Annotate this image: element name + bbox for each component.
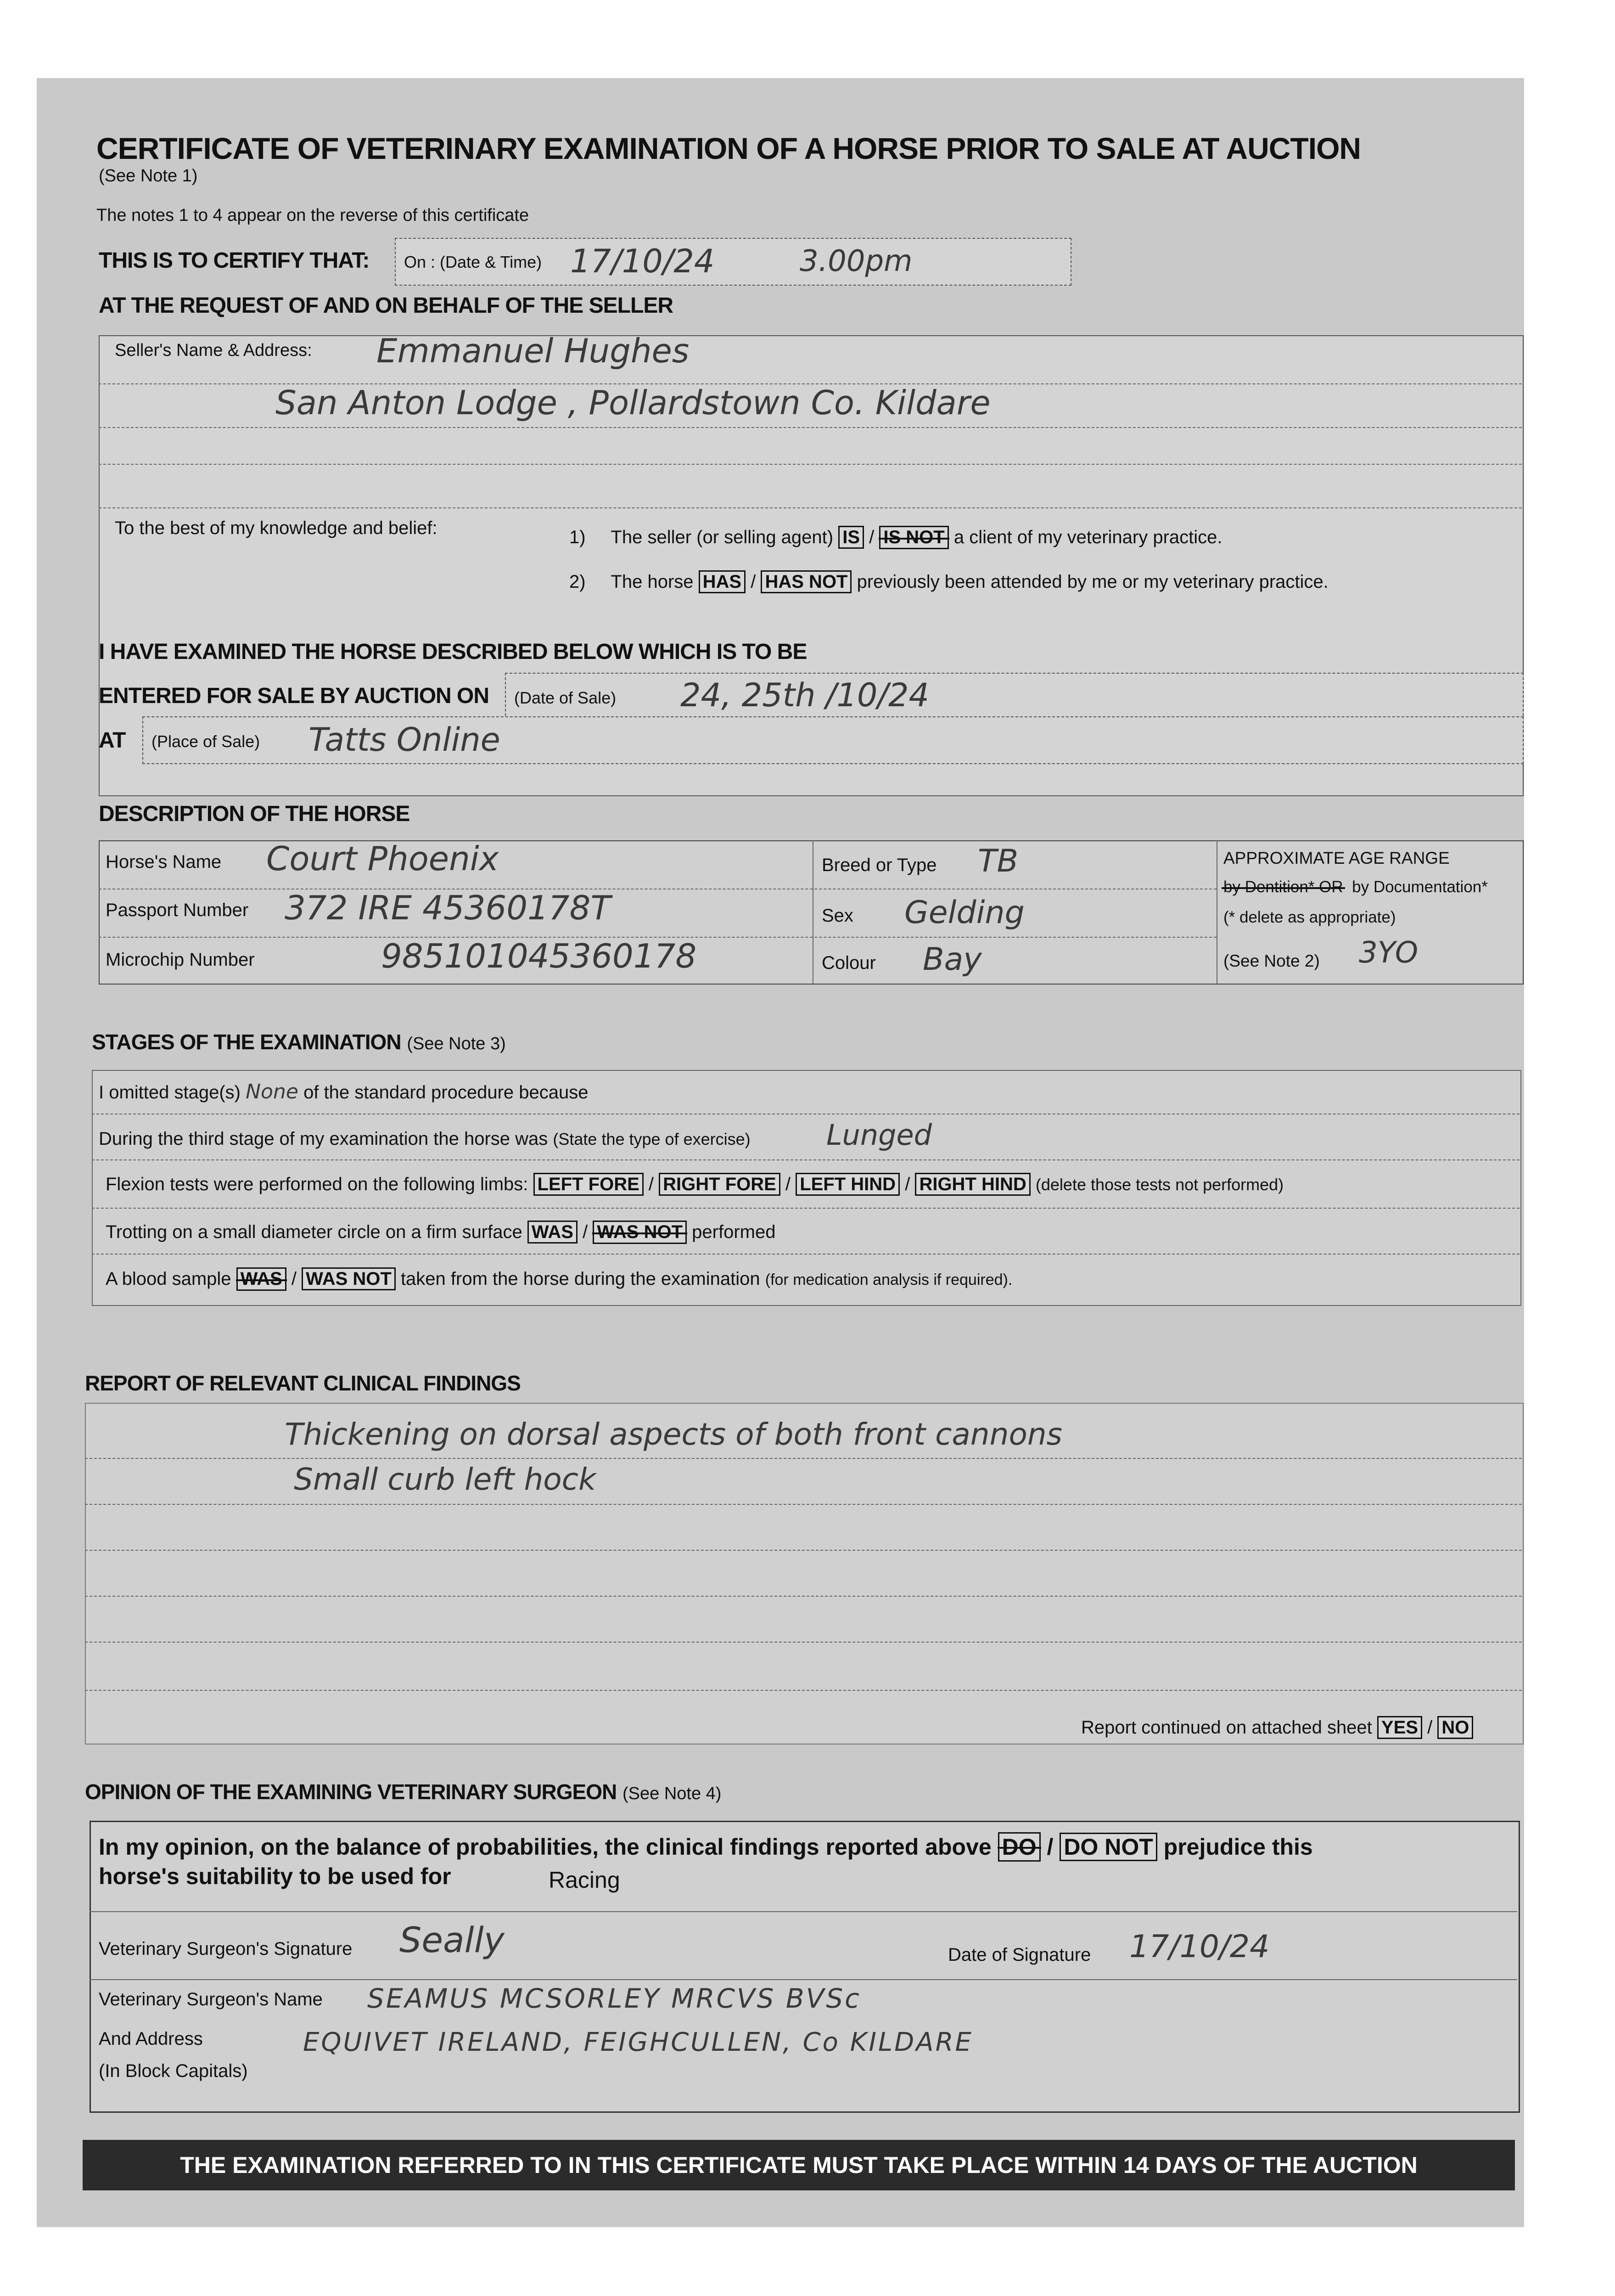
continued-yes-option[interactable]: YES bbox=[1377, 1716, 1422, 1739]
performed-text: performed bbox=[692, 1222, 776, 1242]
certificate-title: CERTIFICATE OF VETERINARY EXAMINATION OF A HORSE PRIOR TO SALE AT AUCTION bbox=[96, 131, 1361, 165]
third-stage-value[interactable]: Lunged bbox=[826, 1118, 932, 1152]
vet-name-value[interactable]: SEAMUS MCSORLEY MRCVS BVSc bbox=[367, 1983, 862, 2014]
stages-see-note: (See Note 3) bbox=[407, 1034, 506, 1053]
omitted-post: of the standard procedure because bbox=[303, 1082, 589, 1103]
colour-value[interactable]: Bay bbox=[923, 941, 982, 978]
item-1-text: The seller (or selling agent) bbox=[611, 527, 834, 547]
item-2-text: The horse bbox=[611, 572, 694, 592]
blood-row bbox=[106, 1267, 1012, 1291]
report-line-3 bbox=[85, 1550, 1522, 1551]
slash: / bbox=[905, 1174, 910, 1194]
attended-statement bbox=[569, 572, 1329, 592]
stages-heading-row bbox=[92, 1030, 506, 1054]
has-option[interactable]: HAS bbox=[699, 570, 746, 593]
stages-line-2 bbox=[92, 1159, 1520, 1160]
omitted-value[interactable]: None bbox=[246, 1080, 298, 1103]
omitted-row bbox=[99, 1080, 589, 1103]
blood-was-not-option[interactable]: WAS NOT bbox=[302, 1267, 396, 1290]
seller-line-3 bbox=[99, 464, 1522, 465]
opinion-text-2: prejudice this bbox=[1163, 1834, 1313, 1860]
place-of-sale-label: (Place of Sale) bbox=[151, 732, 260, 751]
report-continued-row bbox=[1081, 1717, 1473, 1738]
opinion-text-1: In my opinion, on the balance of probabilities, the clinical findings reported above bbox=[99, 1834, 992, 1860]
breed-value[interactable]: TB bbox=[978, 843, 1019, 879]
date-of-sale-field[interactable] bbox=[505, 673, 1524, 720]
report-line-2 bbox=[85, 1504, 1522, 1505]
flexion-label: Flexion tests were performed on the following limbs: bbox=[106, 1174, 528, 1194]
see-note-1: (See Note 1) bbox=[99, 166, 198, 186]
microchip-value[interactable]: 985101045360178 bbox=[381, 937, 697, 975]
blood-hint: (for medication analysis if required). bbox=[765, 1271, 1013, 1289]
do-option[interactable]: DO bbox=[998, 1832, 1041, 1862]
age-see-note: (See Note 2) bbox=[1223, 951, 1320, 970]
seller-name-address-label: Seller's Name & Address: bbox=[115, 341, 312, 360]
item-2-post: previously been attended by me or my veterinary practice. bbox=[857, 572, 1329, 592]
slash: / bbox=[1047, 1834, 1054, 1860]
suitability-use-value[interactable]: Racing bbox=[549, 1867, 620, 1893]
by-documentation-option[interactable]: by Documentation* bbox=[1352, 878, 1488, 896]
opinion-text-3: horse's suitability to be used for bbox=[99, 1863, 451, 1889]
request-heading: AT THE REQUEST OF AND ON BEHALF OF THE SELLER bbox=[99, 293, 673, 318]
vet-name-label: Veterinary Surgeon's Name bbox=[99, 1989, 323, 2009]
slash: / bbox=[869, 527, 875, 547]
is-option[interactable]: IS bbox=[838, 526, 864, 549]
trotting-label: Trotting on a small diameter circle on a firm surface bbox=[106, 1222, 522, 1242]
trotting-was-not-option[interactable]: WAS NOT bbox=[593, 1221, 687, 1244]
right-fore-option[interactable]: RIGHT FORE bbox=[659, 1173, 780, 1196]
place-of-sale-value: Tatts Online bbox=[308, 721, 500, 759]
date-of-signature-label: Date of Signature bbox=[948, 1945, 1091, 1965]
continued-no-option[interactable]: NO bbox=[1437, 1716, 1473, 1739]
client-statement bbox=[569, 526, 1222, 549]
age-by-line bbox=[1223, 878, 1488, 896]
blood-label: A blood sample bbox=[106, 1269, 231, 1289]
by-dentition-option[interactable]: by Dentition* OR bbox=[1223, 878, 1343, 896]
stages-line-4 bbox=[92, 1254, 1520, 1255]
report-finding-1[interactable]: Thickening on dorsal aspects of both front cannons bbox=[285, 1417, 1063, 1452]
item-1-number: 1) bbox=[569, 527, 586, 547]
opinion-heading-row bbox=[85, 1779, 721, 1804]
seller-name-value[interactable]: Emmanuel Hughes bbox=[376, 332, 690, 370]
examined-heading: I HAVE EXAMINED THE HORSE DESCRIBED BELOW WHICH IS TO BE bbox=[99, 640, 807, 664]
slash: / bbox=[1427, 1717, 1433, 1738]
sex-label: Sex bbox=[822, 906, 853, 926]
place-of-sale-field[interactable] bbox=[142, 716, 1524, 764]
item-2-number: 2) bbox=[569, 572, 586, 592]
opinion-line-2 bbox=[90, 1979, 1517, 1980]
notes-line: The notes 1 to 4 appear on the reverse of this certificate bbox=[96, 206, 529, 225]
stages-line-3 bbox=[92, 1208, 1520, 1209]
passport-label: Passport Number bbox=[106, 900, 249, 920]
block-capitals-label: (In Block Capitals) bbox=[99, 2061, 248, 2081]
exam-date-value: 17/10/24 bbox=[570, 242, 715, 280]
date-time-field[interactable] bbox=[395, 238, 1071, 286]
exam-time-value: 3.00pm bbox=[800, 244, 913, 278]
colour-label: Colour bbox=[822, 953, 876, 973]
slash: / bbox=[291, 1269, 297, 1289]
trotting-row bbox=[106, 1221, 775, 1244]
report-heading: REPORT OF RELEVANT CLINICAL FINDINGS bbox=[85, 1371, 521, 1395]
do-not-option[interactable]: DO NOT bbox=[1060, 1833, 1157, 1861]
report-finding-2[interactable]: Small curb left hock bbox=[294, 1462, 596, 1497]
date-of-sale-label: (Date of Sale) bbox=[514, 688, 617, 707]
left-hind-option[interactable]: LEFT HIND bbox=[796, 1173, 900, 1196]
on-date-time-label: On : (Date & Time) bbox=[404, 253, 542, 271]
trotting-was-option[interactable]: WAS bbox=[527, 1221, 578, 1244]
left-fore-option[interactable]: LEFT FORE bbox=[533, 1173, 644, 1196]
footer-banner: THE EXAMINATION REFERRED TO IN THIS CERTIFICATE MUST TAKE PLACE WITHIN 14 DAYS OF THE AUCTION bbox=[83, 2140, 1515, 2190]
omitted-label: I omitted stage(s) bbox=[99, 1082, 241, 1103]
has-not-option[interactable]: HAS NOT bbox=[761, 570, 852, 593]
seller-line-4 bbox=[99, 507, 1522, 508]
knowledge-label: To the best of my knowledge and belief: bbox=[115, 518, 437, 538]
seller-line-2 bbox=[99, 427, 1522, 428]
age-value[interactable]: 3YO bbox=[1359, 936, 1419, 970]
slash: / bbox=[648, 1174, 654, 1194]
passport-value[interactable]: 372 IRE 45360178T bbox=[285, 889, 611, 927]
right-hind-option[interactable]: RIGHT HIND bbox=[915, 1173, 1030, 1196]
date-of-sale-value: 24, 25th /10/24 bbox=[680, 676, 930, 714]
at-label: AT bbox=[99, 728, 126, 753]
breed-label: Breed or Type bbox=[822, 855, 937, 875]
horse-name-value[interactable]: Court Phoenix bbox=[266, 839, 499, 878]
report-line-5 bbox=[85, 1642, 1522, 1643]
third-stage-hint: (State the type of exercise) bbox=[553, 1130, 751, 1148]
flexion-note: (delete those tests not performed) bbox=[1035, 1175, 1284, 1194]
microchip-label: Microchip Number bbox=[106, 950, 255, 970]
age-range-heading: APPROXIMATE AGE RANGE bbox=[1223, 849, 1450, 867]
vet-address-label: And Address bbox=[99, 2029, 203, 2049]
is-not-option[interactable]: IS NOT bbox=[879, 526, 948, 549]
report-line-4 bbox=[85, 1596, 1522, 1597]
third-stage-row bbox=[99, 1129, 751, 1149]
slash: / bbox=[751, 572, 756, 592]
slash: / bbox=[583, 1222, 588, 1242]
signature-value[interactable]: Seally bbox=[399, 1919, 505, 1960]
report-section bbox=[85, 1403, 1524, 1745]
sex-value[interactable]: Gelding bbox=[904, 895, 1025, 931]
date-of-signature-value[interactable]: 17/10/24 bbox=[1129, 1929, 1270, 1965]
sale-heading: ENTERED FOR SALE BY AUCTION ON bbox=[99, 684, 489, 708]
report-continued-label: Report continued on attached sheet bbox=[1081, 1717, 1372, 1738]
seller-address-value[interactable]: San Anton Lodge , Pollardstown Co. Kildare bbox=[275, 383, 991, 422]
report-line-1 bbox=[85, 1458, 1522, 1459]
age-delete-note: (* delete as appropriate) bbox=[1223, 908, 1396, 926]
signature-label: Veterinary Surgeon's Signature bbox=[99, 1939, 353, 1959]
opinion-statement bbox=[99, 1832, 1313, 1862]
flexion-row bbox=[106, 1174, 1284, 1195]
third-stage-label: During the third stage of my examination the horse was bbox=[99, 1129, 548, 1149]
vet-address-value[interactable]: EQUIVET IRELAND, FEIGHCULLEN, Co KILDARE bbox=[303, 2027, 973, 2057]
opinion-heading: OPINION OF THE EXAMINING VETERINARY SURGEON bbox=[85, 1780, 617, 1804]
certify-label: THIS IS TO CERTIFY THAT: bbox=[99, 248, 370, 273]
opinion-see-note: (See Note 4) bbox=[622, 1784, 722, 1803]
blood-was-option[interactable]: WAS bbox=[236, 1267, 286, 1291]
blood-post: taken from the horse during the examination bbox=[400, 1269, 760, 1289]
horse-name-label: Horse's Name bbox=[106, 852, 222, 872]
report-line-6 bbox=[85, 1690, 1522, 1691]
item-1-post: a client of my veterinary practice. bbox=[953, 527, 1222, 547]
description-heading: DESCRIPTION OF THE HORSE bbox=[99, 802, 410, 826]
opinion-line-1 bbox=[90, 1911, 1517, 1912]
slash: / bbox=[785, 1174, 791, 1194]
stages-heading: STAGES OF THE EXAMINATION bbox=[92, 1030, 401, 1054]
